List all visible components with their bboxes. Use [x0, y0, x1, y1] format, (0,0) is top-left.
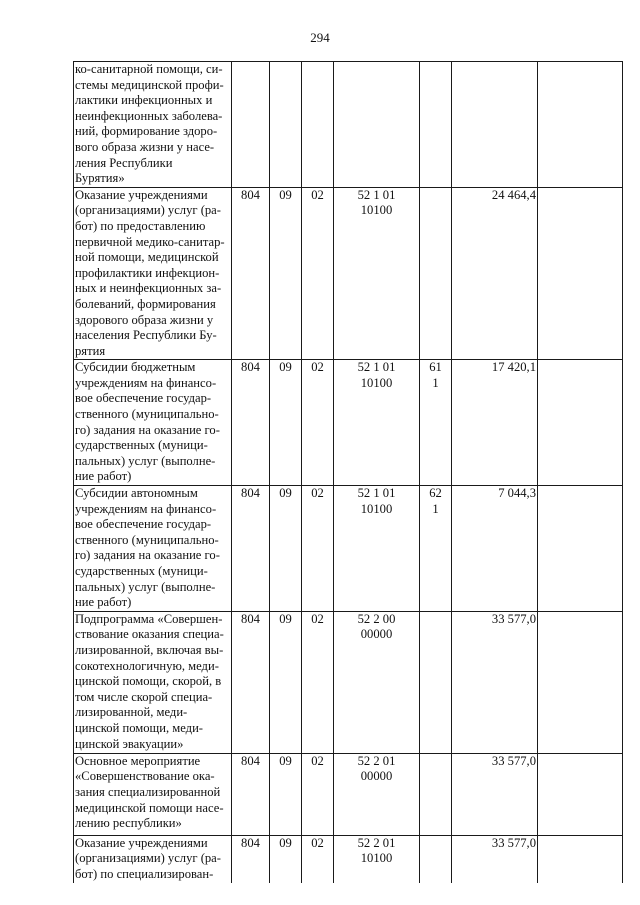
budget-table: [73, 61, 623, 883]
expense-type-cell: [420, 835, 452, 883]
section-code-cell: 09: [270, 753, 302, 835]
table-row: [74, 486, 623, 612]
subsection-code-cell: 02: [302, 360, 334, 486]
row-name-cell: Оказание учреждениями (организациями) услуг (ра- бот) по специализирован-: [74, 835, 232, 883]
row-name-cell: Основное мероприятие «Совершенствование ока- зания специализированной медицинской помощи насе- лению республики»: [74, 753, 232, 835]
row-name-cell: ко-санитарной помощи, си- стемы медицинской профи- лактики инфекционных и неинфекционных заболева- ний, формирование здоро- вого образа жизни у насе- ления Республики Бурятия»: [74, 62, 232, 188]
ministry-code-cell: [232, 62, 270, 188]
expense-type-cell: [420, 753, 452, 835]
expense-type-cell: [420, 611, 452, 753]
subsection-code-cell: 02: [302, 486, 334, 612]
section-code-cell: [270, 62, 302, 188]
target-article-cell: 52 1 01 10100: [334, 187, 420, 360]
target-article-cell: 52 1 01 10100: [334, 360, 420, 486]
amount-cell: [452, 62, 538, 188]
target-article-cell: 52 2 00 00000: [334, 611, 420, 753]
amount-cell: 33 577,0: [452, 835, 538, 883]
ministry-code-cell: 804: [232, 187, 270, 360]
section-code-cell: 09: [270, 360, 302, 486]
extra-cell: [538, 753, 623, 835]
amount-cell: 17 420,1: [452, 360, 538, 486]
extra-cell: [538, 62, 623, 188]
section-code-cell: 09: [270, 611, 302, 753]
ministry-code-cell: 804: [232, 835, 270, 883]
amount-cell: 33 577,0: [452, 753, 538, 835]
table-row: [74, 611, 623, 753]
table-row: [74, 187, 623, 360]
target-article-cell: [334, 62, 420, 188]
table-row: [74, 835, 623, 883]
section-code-cell: 09: [270, 187, 302, 360]
subsection-code-cell: [302, 62, 334, 188]
table-row: [74, 753, 623, 835]
subsection-code-cell: 02: [302, 753, 334, 835]
table-row: [74, 360, 623, 486]
page-number: 294: [310, 30, 330, 45]
expense-type-cell: [420, 187, 452, 360]
subsection-code-cell: 02: [302, 187, 334, 360]
amount-cell: 33 577,0: [452, 611, 538, 753]
row-name-cell: Оказание учреждениями (организациями) услуг (ра- бот) по предоставлению первичной медико-санитар- ной помощи, медицинской профилактики инфекцион- ных и неинфекционных за- болеваний, формирования здорового образа жизни у населения Республики Бу- рятия: [74, 187, 232, 360]
amount-cell: 24 464,4: [452, 187, 538, 360]
section-code-cell: 09: [270, 486, 302, 612]
extra-cell: [538, 486, 623, 612]
target-article-cell: 52 2 01 00000: [334, 753, 420, 835]
extra-cell: [538, 611, 623, 753]
row-name-cell: Субсидии бюджетным учреждениям на финансо- вое обеспечение государ- ственного (муниципально- го) задания на оказание го- сударственных (муници- пальных) услуг (выполне- ние работ): [74, 360, 232, 486]
amount-cell: 7 044,3: [452, 486, 538, 612]
target-article-cell: 52 2 01 10100: [334, 835, 420, 883]
subsection-code-cell: 02: [302, 835, 334, 883]
ministry-code-cell: 804: [232, 753, 270, 835]
extra-cell: [538, 360, 623, 486]
extra-cell: [538, 835, 623, 883]
ministry-code-cell: 804: [232, 360, 270, 486]
table-row: [74, 62, 623, 188]
ministry-code-cell: 804: [232, 486, 270, 612]
ministry-code-cell: 804: [232, 611, 270, 753]
expense-type-cell: 61 1: [420, 360, 452, 486]
extra-cell: [538, 187, 623, 360]
target-article-cell: 52 1 01 10100: [334, 486, 420, 612]
row-name-cell: Субсидии автономным учреждениям на финансо- вое обеспечение государ- ственного (муниципально- го) задания на оказание го- сударственных (муници- пальных) услуг (выполне- ние работ): [74, 486, 232, 612]
subsection-code-cell: 02: [302, 611, 334, 753]
section-code-cell: 09: [270, 835, 302, 883]
row-name-cell: Подпрограмма «Совершен- ствование оказания специа- лизированной, включая вы- сокотехнологичную, меди- цинской помощи, скорой, в том числе скорой специа- лизированной, меди- цинской помощи, меди- цинской эвакуации»: [74, 611, 232, 753]
expense-type-cell: 62 1: [420, 486, 452, 612]
expense-type-cell: [420, 62, 452, 188]
budget-table-body: [74, 62, 623, 884]
